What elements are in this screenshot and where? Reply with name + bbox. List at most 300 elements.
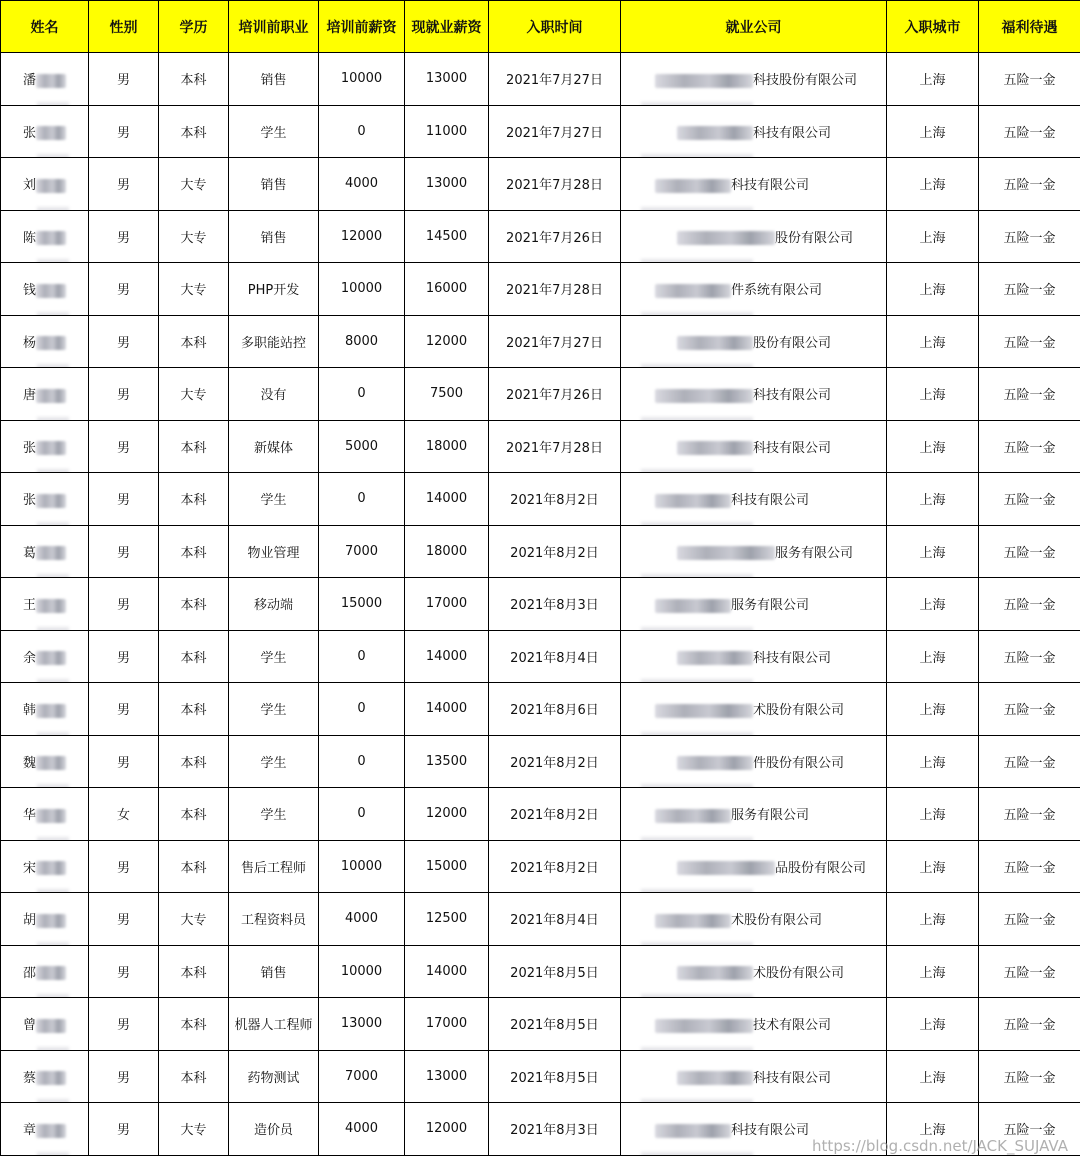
city-cell: 上海 xyxy=(887,945,979,998)
name-text: 蔡 xyxy=(22,1070,36,1086)
salary-cell: 13000 xyxy=(405,158,489,211)
name-text: 邵 xyxy=(22,965,36,981)
name-cell xyxy=(1,158,89,211)
city-cell: 上海 xyxy=(887,1103,979,1156)
hire-date-cell: 2021年8月3日 xyxy=(489,1103,621,1156)
education-cell: 本科 xyxy=(159,578,229,631)
redacted-mask xyxy=(655,704,753,718)
hire-date-cell: 2021年7月27日 xyxy=(489,315,621,368)
company-cell xyxy=(621,368,887,421)
hire-date-cell: 2021年8月2日 xyxy=(489,525,621,578)
table-row xyxy=(1,53,1080,106)
benefit-cell: 五险一金 xyxy=(979,893,1080,946)
redacted-mask xyxy=(655,1019,753,1033)
city-cell: 上海 xyxy=(887,998,979,1051)
redacted-mask xyxy=(36,441,66,455)
redacted-mask xyxy=(36,966,66,980)
gender-cell: 男 xyxy=(89,630,159,683)
prev-salary-cell: 0 xyxy=(319,788,405,841)
header-name: 姓名 xyxy=(1,1,89,53)
company-text: 技术有限公司 xyxy=(753,1018,832,1034)
prev-job-cell: 造价员 xyxy=(229,1103,319,1156)
name-text: 魏 xyxy=(22,755,36,771)
benefit-cell: 五险一金 xyxy=(979,105,1080,158)
table-row xyxy=(1,420,1080,473)
table-row xyxy=(1,735,1080,788)
name-cell xyxy=(1,893,89,946)
company-cell xyxy=(621,893,887,946)
gender-cell: 男 xyxy=(89,53,159,106)
table-row xyxy=(1,525,1080,578)
hire-date-cell: 2021年8月2日 xyxy=(489,735,621,788)
salary-cell: 18000 xyxy=(405,525,489,578)
prev-job-cell: 学生 xyxy=(229,630,319,683)
table-row xyxy=(1,840,1080,893)
name-cell xyxy=(1,525,89,578)
redacted-mask xyxy=(37,1152,69,1156)
salary-cell: 12000 xyxy=(405,788,489,841)
gender-cell: 男 xyxy=(89,840,159,893)
name-text: 张 xyxy=(22,440,36,456)
name-cell xyxy=(1,368,89,421)
table-row xyxy=(1,578,1080,631)
company-cell xyxy=(621,420,887,473)
city-cell: 上海 xyxy=(887,1050,979,1103)
hire-date-cell: 2021年8月4日 xyxy=(489,893,621,946)
city-cell: 上海 xyxy=(887,630,979,683)
salary-cell: 12000 xyxy=(405,1103,489,1156)
header-gender: 性别 xyxy=(89,1,159,53)
name-text: 杨 xyxy=(22,335,36,351)
company-cell xyxy=(621,788,887,841)
company-cell xyxy=(621,735,887,788)
name-text: 章 xyxy=(22,1123,36,1139)
prev-job-cell: 多职能站控 xyxy=(229,315,319,368)
company-text: 术股份有限公司 xyxy=(753,703,845,719)
company-text: 服务有限公司 xyxy=(775,545,854,561)
city-cell: 上海 xyxy=(887,53,979,106)
city-cell: 上海 xyxy=(887,840,979,893)
redacted-mask xyxy=(36,704,66,718)
benefit-cell: 五险一金 xyxy=(979,840,1080,893)
redacted-mask xyxy=(36,494,66,508)
education-cell: 大专 xyxy=(159,263,229,316)
redacted-mask xyxy=(36,1124,66,1138)
redacted-mask xyxy=(36,336,66,350)
redacted-mask xyxy=(655,809,731,823)
header-city: 入职城市 xyxy=(887,1,979,53)
city-cell: 上海 xyxy=(887,525,979,578)
table-row xyxy=(1,263,1080,316)
education-cell: 大专 xyxy=(159,1103,229,1156)
redacted-mask xyxy=(655,284,731,298)
header-benefit: 福利待遇 xyxy=(979,1,1080,53)
gender-cell: 男 xyxy=(89,420,159,473)
redacted-mask xyxy=(36,284,66,298)
gender-cell: 男 xyxy=(89,735,159,788)
prev-salary-cell: 8000 xyxy=(319,315,405,368)
header-row xyxy=(1,1,1080,53)
name-cell xyxy=(1,683,89,736)
table-row xyxy=(1,945,1080,998)
education-cell: 大专 xyxy=(159,893,229,946)
prev-salary-cell: 0 xyxy=(319,630,405,683)
city-cell: 上海 xyxy=(887,263,979,316)
table-row xyxy=(1,315,1080,368)
benefit-cell: 五险一金 xyxy=(979,210,1080,263)
hire-date-cell: 2021年7月28日 xyxy=(489,263,621,316)
hire-date-cell: 2021年8月4日 xyxy=(489,630,621,683)
table-row xyxy=(1,998,1080,1051)
name-cell xyxy=(1,735,89,788)
redacted-mask xyxy=(36,1019,66,1033)
company-cell xyxy=(621,525,887,578)
hire-date-cell: 2021年8月3日 xyxy=(489,578,621,631)
prev-salary-cell: 0 xyxy=(319,735,405,788)
name-text: 王 xyxy=(22,598,36,614)
company-text: 术股份有限公司 xyxy=(731,913,823,929)
name-text: 刘 xyxy=(22,178,36,194)
gender-cell: 男 xyxy=(89,998,159,1051)
prev-job-cell: 销售 xyxy=(229,210,319,263)
city-cell: 上海 xyxy=(887,893,979,946)
salary-cell: 15000 xyxy=(405,840,489,893)
prev-salary-cell: 5000 xyxy=(319,420,405,473)
name-cell xyxy=(1,315,89,368)
redacted-mask xyxy=(36,651,66,665)
education-cell: 本科 xyxy=(159,683,229,736)
education-cell: 本科 xyxy=(159,525,229,578)
hire-date-cell: 2021年8月5日 xyxy=(489,1050,621,1103)
education-cell: 本科 xyxy=(159,105,229,158)
salary-cell: 14000 xyxy=(405,683,489,736)
redacted-mask xyxy=(36,599,66,613)
benefit-cell: 五险一金 xyxy=(979,263,1080,316)
table-body xyxy=(1,53,1080,1156)
table-row xyxy=(1,210,1080,263)
city-cell: 上海 xyxy=(887,788,979,841)
redacted-mask xyxy=(36,914,66,928)
hire-date-cell: 2021年8月5日 xyxy=(489,998,621,1051)
prev-job-cell: 售后工程师 xyxy=(229,840,319,893)
hire-date-cell: 2021年7月28日 xyxy=(489,158,621,211)
redacted-mask xyxy=(36,389,66,403)
name-text: 潘 xyxy=(22,73,36,89)
company-cell xyxy=(621,840,887,893)
company-cell xyxy=(621,683,887,736)
salary-cell: 11000 xyxy=(405,105,489,158)
table-row xyxy=(1,893,1080,946)
company-cell xyxy=(621,473,887,526)
prev-job-cell: 药物测试 xyxy=(229,1050,319,1103)
company-text: 服务有限公司 xyxy=(731,808,810,824)
company-cell xyxy=(621,630,887,683)
gender-cell: 男 xyxy=(89,525,159,578)
benefit-cell: 五险一金 xyxy=(979,998,1080,1051)
hire-date-cell: 2021年7月28日 xyxy=(489,420,621,473)
name-text: 华 xyxy=(22,808,36,824)
redacted-mask xyxy=(36,231,66,245)
benefit-cell: 五险一金 xyxy=(979,1050,1080,1103)
city-cell: 上海 xyxy=(887,683,979,736)
prev-salary-cell: 10000 xyxy=(319,840,405,893)
redacted-mask xyxy=(36,179,66,193)
benefit-cell: 五险一金 xyxy=(979,420,1080,473)
salary-cell: 16000 xyxy=(405,263,489,316)
prev-job-cell: 机器人工程师 xyxy=(229,998,319,1051)
redacted-mask xyxy=(677,966,753,980)
header-education: 学历 xyxy=(159,1,229,53)
benefit-cell: 五险一金 xyxy=(979,683,1080,736)
benefit-cell: 五险一金 xyxy=(979,630,1080,683)
salary-cell: 14000 xyxy=(405,473,489,526)
redacted-mask xyxy=(677,651,753,665)
salary-cell: 17000 xyxy=(405,998,489,1051)
education-cell: 本科 xyxy=(159,998,229,1051)
name-text: 张 xyxy=(22,493,36,509)
name-text: 胡 xyxy=(22,913,36,929)
redacted-mask xyxy=(36,1071,66,1085)
redacted-mask xyxy=(655,74,753,88)
company-text: 术股份有限公司 xyxy=(753,965,845,981)
redacted-mask xyxy=(677,1071,753,1085)
salary-cell: 13000 xyxy=(405,53,489,106)
prev-salary-cell: 4000 xyxy=(319,1103,405,1156)
prev-job-cell: 学生 xyxy=(229,683,319,736)
header-prev-job: 培训前职业 xyxy=(229,1,319,53)
city-cell: 上海 xyxy=(887,158,979,211)
prev-job-cell: 销售 xyxy=(229,945,319,998)
table-row xyxy=(1,788,1080,841)
prev-salary-cell: 4000 xyxy=(319,893,405,946)
education-cell: 本科 xyxy=(159,473,229,526)
city-cell: 上海 xyxy=(887,735,979,788)
hire-date-cell: 2021年8月2日 xyxy=(489,840,621,893)
education-cell: 本科 xyxy=(159,735,229,788)
gender-cell: 男 xyxy=(89,578,159,631)
education-cell: 本科 xyxy=(159,53,229,106)
table-row xyxy=(1,368,1080,421)
prev-salary-cell: 0 xyxy=(319,473,405,526)
prev-job-cell: 学生 xyxy=(229,473,319,526)
city-cell: 上海 xyxy=(887,420,979,473)
table-row xyxy=(1,683,1080,736)
company-text: 科技有限公司 xyxy=(731,493,810,509)
salary-cell: 18000 xyxy=(405,420,489,473)
prev-job-cell: 移动端 xyxy=(229,578,319,631)
gender-cell: 男 xyxy=(89,105,159,158)
redacted-mask xyxy=(655,599,731,613)
benefit-cell: 五险一金 xyxy=(979,578,1080,631)
gender-cell: 男 xyxy=(89,893,159,946)
benefit-cell: 五险一金 xyxy=(979,158,1080,211)
company-cell xyxy=(621,263,887,316)
company-text: 品股份有限公司 xyxy=(775,860,867,876)
gender-cell: 男 xyxy=(89,263,159,316)
hire-date-cell: 2021年8月5日 xyxy=(489,945,621,998)
name-cell xyxy=(1,840,89,893)
name-cell xyxy=(1,788,89,841)
education-cell: 本科 xyxy=(159,1050,229,1103)
gender-cell: 女 xyxy=(89,788,159,841)
education-cell: 大专 xyxy=(159,158,229,211)
hire-date-cell: 2021年8月2日 xyxy=(489,788,621,841)
prev-salary-cell: 4000 xyxy=(319,158,405,211)
name-text: 唐 xyxy=(22,388,36,404)
prev-salary-cell: 0 xyxy=(319,105,405,158)
city-cell: 上海 xyxy=(887,105,979,158)
prev-job-cell: 学生 xyxy=(229,105,319,158)
name-text: 余 xyxy=(22,650,36,666)
salary-cell: 12000 xyxy=(405,315,489,368)
name-cell xyxy=(1,53,89,106)
company-text: 科技有限公司 xyxy=(731,1123,810,1139)
header-salary: 现就业薪资 xyxy=(405,1,489,53)
company-cell xyxy=(621,1050,887,1103)
benefit-cell: 五险一金 xyxy=(979,945,1080,998)
redacted-mask xyxy=(36,756,66,770)
company-text: 股份有限公司 xyxy=(753,335,832,351)
salary-cell: 14500 xyxy=(405,210,489,263)
header-hire-date: 入职时间 xyxy=(489,1,621,53)
name-cell xyxy=(1,630,89,683)
company-text: 服务有限公司 xyxy=(731,598,810,614)
header-company: 就业公司 xyxy=(621,1,887,53)
company-text: 科技有限公司 xyxy=(731,178,810,194)
table-row xyxy=(1,630,1080,683)
redacted-mask xyxy=(677,231,775,245)
company-text: 科技有限公司 xyxy=(753,440,832,456)
prev-job-cell: 没有 xyxy=(229,368,319,421)
table-row xyxy=(1,473,1080,526)
prev-salary-cell: 10000 xyxy=(319,263,405,316)
benefit-cell: 五险一金 xyxy=(979,788,1080,841)
company-text: 科技有限公司 xyxy=(753,388,832,404)
salary-cell: 13000 xyxy=(405,1050,489,1103)
prev-job-cell: 销售 xyxy=(229,158,319,211)
redacted-mask xyxy=(655,389,753,403)
name-text: 张 xyxy=(22,125,36,141)
gender-cell: 男 xyxy=(89,158,159,211)
table-row xyxy=(1,105,1080,158)
company-text: 科技有限公司 xyxy=(753,1070,832,1086)
header-prev-salary: 培训前薪资 xyxy=(319,1,405,53)
company-cell xyxy=(621,105,887,158)
prev-job-cell: PHP开发 xyxy=(229,263,319,316)
name-text: 陈 xyxy=(22,230,36,246)
prev-job-cell: 销售 xyxy=(229,53,319,106)
city-cell: 上海 xyxy=(887,473,979,526)
name-text: 韩 xyxy=(22,703,36,719)
benefit-cell: 五险一金 xyxy=(979,368,1080,421)
prev-salary-cell: 0 xyxy=(319,368,405,421)
company-text: 科技有限公司 xyxy=(753,125,832,141)
redacted-mask xyxy=(36,546,66,560)
name-cell xyxy=(1,945,89,998)
hire-date-cell: 2021年8月6日 xyxy=(489,683,621,736)
city-cell: 上海 xyxy=(887,368,979,421)
education-cell: 本科 xyxy=(159,420,229,473)
hire-date-cell: 2021年7月27日 xyxy=(489,105,621,158)
company-text: 科技有限公司 xyxy=(753,650,832,666)
redacted-mask xyxy=(677,126,753,140)
prev-job-cell: 物业管理 xyxy=(229,525,319,578)
gender-cell: 男 xyxy=(89,368,159,421)
company-cell xyxy=(621,158,887,211)
benefit-cell: 五险一金 xyxy=(979,315,1080,368)
salary-cell: 7500 xyxy=(405,368,489,421)
gender-cell: 男 xyxy=(89,473,159,526)
company-cell xyxy=(621,315,887,368)
redacted-mask xyxy=(36,74,66,88)
salary-cell: 14000 xyxy=(405,945,489,998)
company-cell xyxy=(621,998,887,1051)
redacted-mask xyxy=(36,809,66,823)
name-text: 曾 xyxy=(22,1018,36,1034)
prev-job-cell: 学生 xyxy=(229,735,319,788)
redacted-mask xyxy=(677,861,775,875)
redacted-mask xyxy=(655,179,731,193)
benefit-cell: 五险一金 xyxy=(979,53,1080,106)
name-text: 宋 xyxy=(22,860,36,876)
prev-job-cell: 学生 xyxy=(229,788,319,841)
prev-salary-cell: 15000 xyxy=(319,578,405,631)
company-text: 件股份有限公司 xyxy=(753,755,845,771)
benefit-cell: 五险一金 xyxy=(979,1103,1080,1156)
name-cell xyxy=(1,998,89,1051)
redacted-mask xyxy=(36,861,66,875)
name-text: 葛 xyxy=(22,545,36,561)
education-cell: 大专 xyxy=(159,210,229,263)
gender-cell: 男 xyxy=(89,1050,159,1103)
redacted-mask xyxy=(655,494,731,508)
company-text: 科技股份有限公司 xyxy=(753,73,858,89)
name-cell xyxy=(1,1103,89,1156)
company-cell xyxy=(621,578,887,631)
gender-cell: 男 xyxy=(89,315,159,368)
redacted-mask xyxy=(677,336,753,350)
benefit-cell: 五险一金 xyxy=(979,525,1080,578)
salary-cell: 17000 xyxy=(405,578,489,631)
city-cell: 上海 xyxy=(887,315,979,368)
education-cell: 本科 xyxy=(159,788,229,841)
company-text: 件系统有限公司 xyxy=(731,283,823,299)
redacted-mask xyxy=(677,441,753,455)
redacted-mask xyxy=(641,1152,753,1156)
hire-date-cell: 2021年7月26日 xyxy=(489,210,621,263)
education-cell: 大专 xyxy=(159,368,229,421)
redacted-mask xyxy=(677,546,775,560)
company-text: 股份有限公司 xyxy=(775,230,854,246)
prev-salary-cell: 7000 xyxy=(319,1050,405,1103)
gender-cell: 男 xyxy=(89,683,159,736)
name-cell xyxy=(1,578,89,631)
salary-cell: 13500 xyxy=(405,735,489,788)
name-cell xyxy=(1,105,89,158)
city-cell: 上海 xyxy=(887,578,979,631)
name-cell xyxy=(1,420,89,473)
redacted-mask xyxy=(655,914,731,928)
benefit-cell: 五险一金 xyxy=(979,473,1080,526)
name-cell xyxy=(1,1050,89,1103)
gender-cell: 男 xyxy=(89,210,159,263)
prev-salary-cell: 10000 xyxy=(319,945,405,998)
redacted-mask xyxy=(677,756,753,770)
benefit-cell: 五险一金 xyxy=(979,735,1080,788)
redacted-mask xyxy=(36,126,66,140)
prev-salary-cell: 7000 xyxy=(319,525,405,578)
prev-salary-cell: 0 xyxy=(319,683,405,736)
